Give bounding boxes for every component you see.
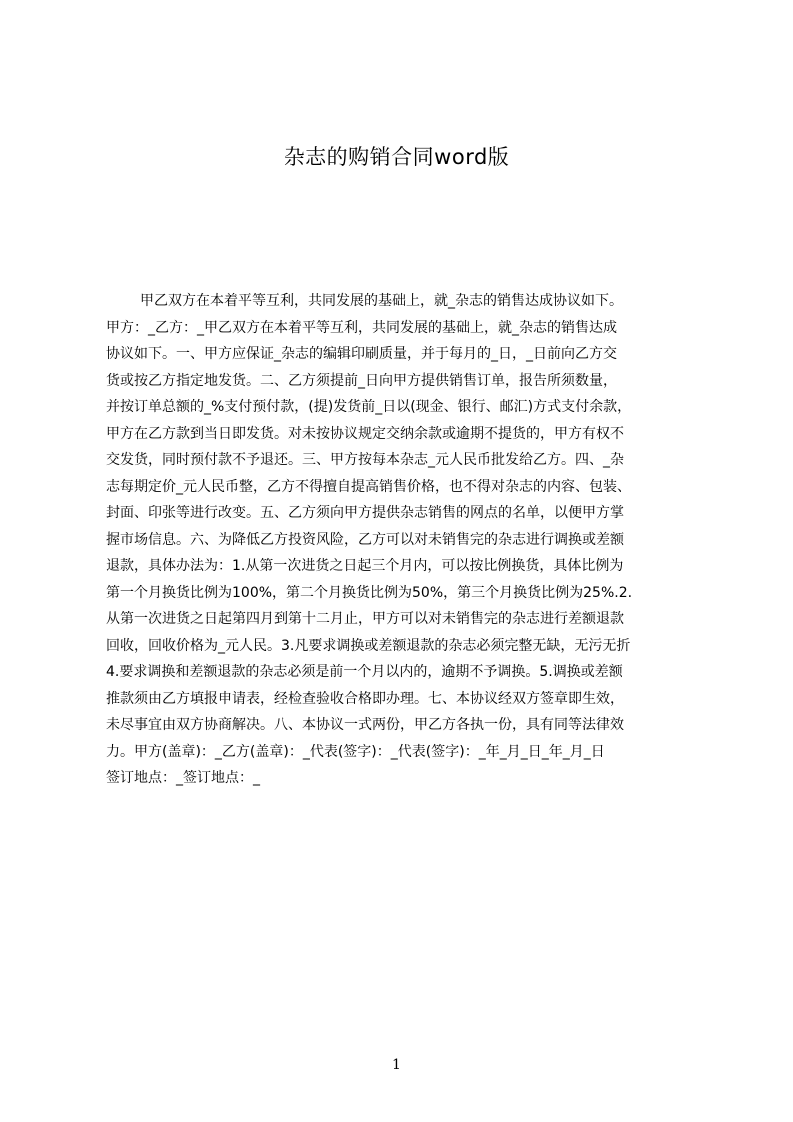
body-line-5: 并按订单总额的_%支付预付款，(提)发货前_日以(现金、银行、邮汇)方式支付余款，: [106, 399, 632, 415]
body-line-1: 甲乙双方在本着平等互利，共同发展的基础上，就_杂志的销售达成协议如下。: [140, 293, 623, 309]
body-line-7: 交发货，同时预付款不予退还。三、甲方按每本杂志_元人民币批发给乙方。四、_杂: [106, 452, 624, 468]
body-line-11: 退款，具体办法为：1.从第一次进货之日起三个月内，可以按比例换货，具体比例为: [106, 558, 624, 574]
body-line-16: 推款须由乙方填报申请表，经检查验收合格即办理。七、本协议经双方签章即生效，: [106, 690, 624, 707]
body-line-15: 4.要求调换和差额退款的杂志必须是前一个月以内的，逾期不予调换。5.调换或差额: [106, 664, 623, 680]
body-line-17: 未尽事宜由双方协商解决。八、本协议一式两份，甲乙方各执一份，具有同等法律效: [106, 717, 624, 733]
body-line-6: 甲方在乙方款到当日即发货。对未按协议规定交纳余款或逾期不提货的，甲方有权不: [106, 425, 624, 442]
body-line-10: 握市场信息。六、为降低乙方投资风险，乙方可以对未销售完的杂志进行调换或差额: [106, 531, 624, 548]
body-line-4: 货或按乙方指定地发货。二、乙方须提前_日向甲方提供销售订单，报告所须数量，: [106, 372, 617, 389]
contract-body: [106, 288, 697, 792]
body-line-18: 力。甲方(盖章)：_乙方(盖章)：_代表(签字)：_代表(签字)：_年_月_日_年_月_日: [106, 743, 605, 760]
body-line-2: 甲方：_乙方：_甲乙双方在本着平等互利，共同发展的基础上，就_杂志的销售达成: [106, 319, 617, 336]
body-line-12: 第一个月换货比例为100%，第二个月换货比例为50%，第三个月换货比例为25%.2.: [106, 584, 633, 601]
body-line-13: 从第一次进货之日起第四月到第十二月止，甲方可以对未销售完的杂志进行差额退款: [106, 611, 624, 627]
document-title: 杂志的购销合同word版: [283, 145, 510, 169]
body-line-8: 志每期定价_元人民币整，乙方不得擅自提高销售价格，也不得对杂志的内容、包装、: [106, 478, 631, 495]
body-line-19: 签订地点：_签订地点：_: [106, 770, 260, 786]
body-line-14: 回收，回收价格为_元人民。3.凡要求调换或差额退款的杂志必须完整无缺，无污无折: [106, 637, 631, 654]
page-number: 1: [392, 1057, 401, 1073]
body-line-9: 封面、印张等进行改变。五、乙方须向甲方提供杂志销售的网点的名单，以便甲方掌: [106, 505, 624, 521]
body-line-3: 协议如下。一、甲方应保证_杂志的编辑印刷质量，并于每月的_日，_日前向乙方交: [106, 346, 617, 362]
